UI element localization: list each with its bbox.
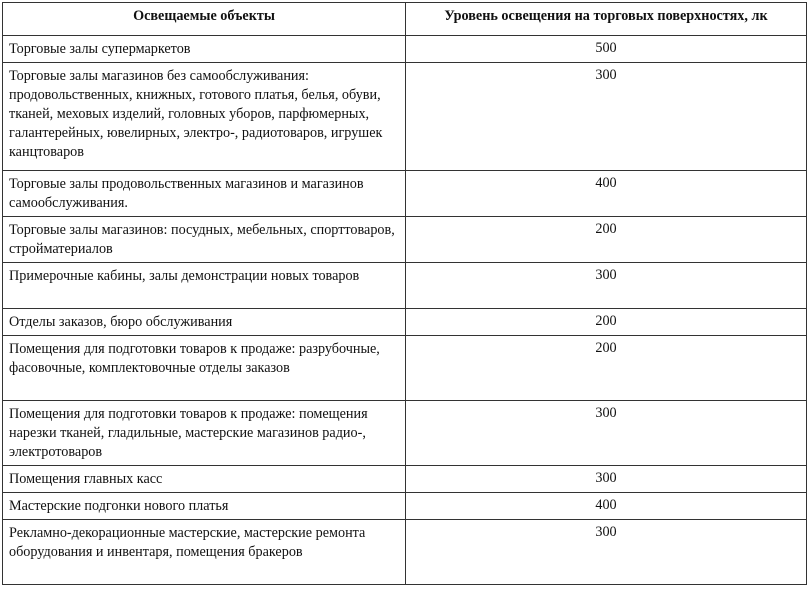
row-lux-value: 200 <box>406 336 807 401</box>
table-row <box>3 309 807 336</box>
row-object-name: Помещения для подготовки товаров к продаже: помещения нарезки тканей, гладильные, мастерские магазинов радио-, электротоваров <box>3 401 406 466</box>
row-object-name: Торговые залы магазинов без самообслуживания: продовольственных, книжных, готового платья, белья, обуви, тканей, меховых изделий, головных уборов, парфюмерных, галантерейных, ювелирных, электро-, радиотоваров, игрушек канцтоваров <box>3 63 406 171</box>
row-lux-value: 400 <box>406 493 807 520</box>
row-lux-value: 500 <box>406 36 807 63</box>
row-lux-value: 200 <box>406 309 807 336</box>
illumination-table <box>2 2 807 585</box>
row-lux-value: 300 <box>406 263 807 309</box>
table-row <box>3 336 807 401</box>
row-object-name: Торговые залы магазинов: посудных, мебельных, спорттоваров, стройматериалов <box>3 217 406 263</box>
row-lux-value: 300 <box>406 63 807 171</box>
row-object-name: Отделы заказов, бюро обслуживания <box>3 309 406 336</box>
row-object-name: Торговые залы продовольственных магазинов и магазинов самообслуживания. <box>3 171 406 217</box>
row-object-name: Мастерские подгонки нового платья <box>3 493 406 520</box>
table-row <box>3 466 807 493</box>
row-lux-value: 400 <box>406 171 807 217</box>
row-object-name: Примерочные кабины, залы демонстрации новых товаров <box>3 263 406 309</box>
table-header-row <box>3 3 807 36</box>
row-object-name: Помещения для подготовки товаров к продаже: разрубочные, фасовочные, комплектовочные отделы заказов <box>3 336 406 401</box>
table-row <box>3 401 807 466</box>
table-row <box>3 63 807 171</box>
row-object-name: Рекламно-декорационные мастерские, мастерские ремонта оборудования и инвентаря, помещения бракеров <box>3 520 406 585</box>
table-row <box>3 520 807 585</box>
row-lux-value: 300 <box>406 466 807 493</box>
row-object-name: Торговые залы супермаркетов <box>3 36 406 63</box>
table-row <box>3 36 807 63</box>
row-lux-value: 300 <box>406 401 807 466</box>
table-row <box>3 263 807 309</box>
table-row <box>3 217 807 263</box>
header-illumination-level: Уровень освещения на торговых поверхностях, лк <box>406 3 807 36</box>
table-row <box>3 171 807 217</box>
table-row <box>3 493 807 520</box>
row-lux-value: 200 <box>406 217 807 263</box>
header-objects: Освещаемые объекты <box>3 3 406 36</box>
row-object-name: Помещения главных касс <box>3 466 406 493</box>
row-lux-value: 300 <box>406 520 807 585</box>
